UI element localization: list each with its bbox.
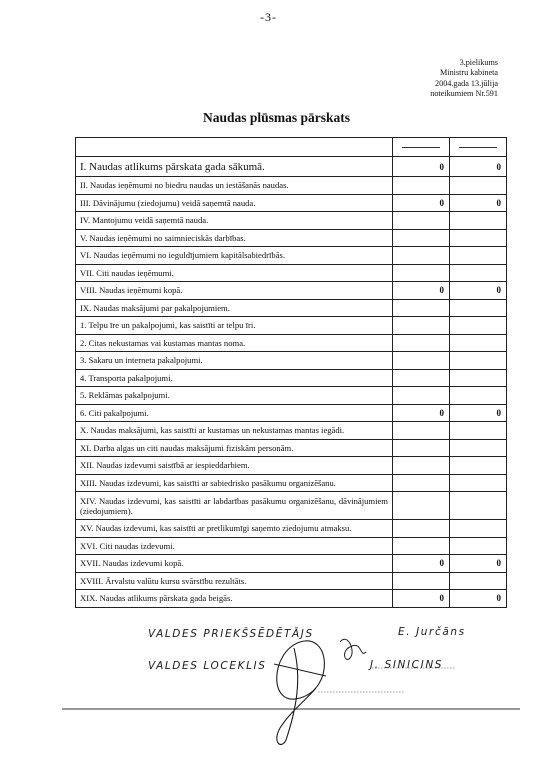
row-value-period-1: 0 [393,194,450,212]
chair-signature [340,639,366,659]
row-label: 3. Sakaru un interneta pakalpojumi. [76,352,393,370]
row-label: XIX. Naudas atlikums pārskata gada beigās. [76,590,393,608]
row-label: IV. Mantojumu veidā saņemtā nauda. [76,212,393,230]
row-value-period-2: 0 [450,404,507,422]
row-label: XIII. Naudas izdevumi, kas saistīti ar sabiedrisko pasākumu organizēšanu. [76,474,393,492]
chair-name-handwritten: E. Jurčāns [398,626,466,638]
annex-line: 2004.gada 13.jūlija [435,78,498,88]
row-label: 1. Telpu īre un pakalpojumi, kas saistīti ar telpu īri. [76,317,393,335]
row-value-period-1: 0 [393,555,450,573]
row-value-period-2: 0 [450,157,507,177]
annex-line: noteikumiem Nr.591 [430,88,498,98]
member-role-handwritten: VALDES LOCEKLIS [148,660,267,672]
row-label: XII. Naudas izdevumi saistībā ar iespieddarbiem. [76,457,393,475]
row-label: 4. Transporta pakalpojumi. [76,369,393,387]
row-value-period-2: 0 [450,194,507,212]
row-value-period-1: 0 [393,282,450,300]
report-title: Naudas plūsmas pārskats [202,110,351,125]
member-signature-tail [277,648,316,744]
row-label: 5. Reklāmas pakalpojumi. [76,387,393,405]
row-label: I. Naudas atlikums pārskata gada sākumā. [76,157,393,177]
row-label: II. Naudas ieņēmumi no biedru naudas un iestāšanās naudas. [76,177,393,195]
row-value-period-1: 0 [393,404,450,422]
member-signature-stroke [274,664,326,676]
row-value-period-2: 0 [450,590,507,608]
row-label: VII. Citi naudas ieņēmumi. [76,264,393,282]
row-label: XVIII. Ārvalstu valūtu kursu svārstību rezultāts. [76,572,393,590]
row-label: XIV. Naudas izdevumi, kas saistīti ar labdarības pasākumu organizēšanu, dāvinājumiem (ziedojumiem). [76,492,393,520]
member-name-handwritten: J. SINICINS [370,659,444,671]
chair-role-handwritten: VALDES PRIEKŠSĒDĒTĀJS [148,628,314,640]
annex-line: 3.pielikums [459,58,498,67]
row-label: VI. Naudas ieņēmumi no ieguldījumiem kapitālsabiedrībās. [76,247,393,265]
row-label: V. Naudas ieņēmumi no saimnieciskās darbības. [76,229,393,247]
row-label: XI. Darba algas un citi naudas maksājumi fiziskām personām. [76,439,393,457]
row-value-period-2: 0 [450,555,507,573]
row-value-period-1: 0 [393,157,450,177]
row-label: XV. Naudas izdevumi, kas saistīti ar pretlikumīgi saņemto ziedojumu atmaksu. [76,520,393,538]
row-label: 6. Citi pakalpojumi. [76,404,393,422]
row-value-period-1: 0 [393,590,450,608]
row-value-period-2: 0 [450,282,507,300]
row-label: VIII. Naudas ieņēmumi kopā. [76,282,393,300]
row-label: XVII. Naudas izdevumi kopā. [76,555,393,573]
annex-line: Ministru kabineta [440,68,498,78]
row-label: XVI. Citi naudas izdevumi. [76,537,393,555]
row-label: IX. Naudas maksājumi par pakalpojumiem. [76,299,393,317]
row-label: X. Naudas maksājumi, kas saistīti ar kustamas un nekustamas mantas iegādi. [76,422,393,440]
page-number: -3- [260,10,277,24]
row-label: III. Dāvinājumu (ziedojumu) veidā saņemtā nauda. [76,194,393,212]
row-label: 2. Citas nekustamas vai kustamas mantas noma. [76,334,393,352]
